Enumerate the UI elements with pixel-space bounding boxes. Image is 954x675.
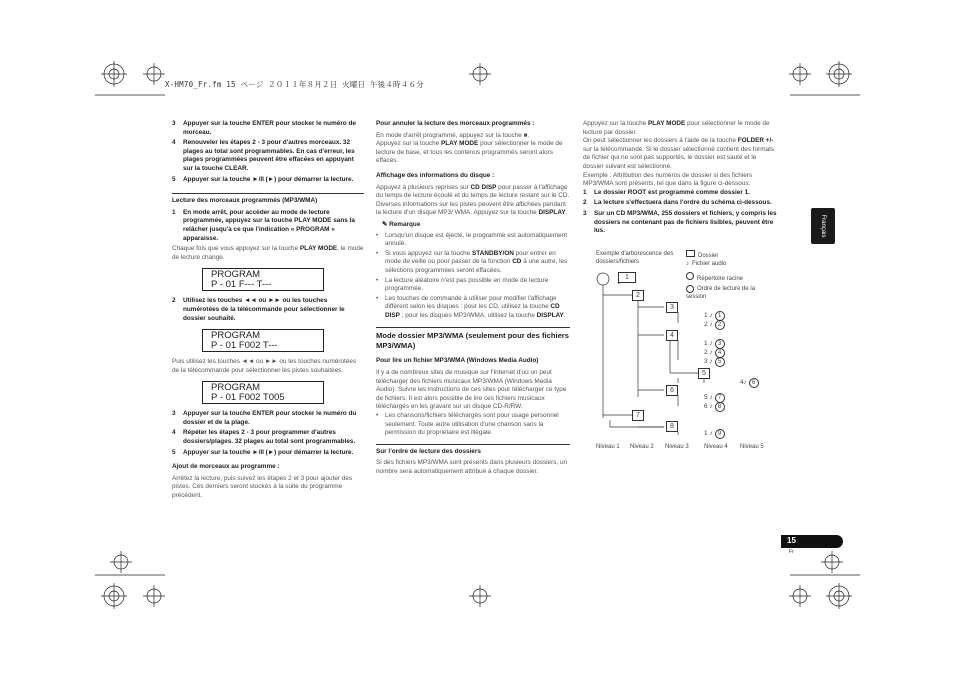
file-row: 5 ♪ 7	[704, 393, 725, 403]
note-item: • La lecture aléatoire n'est pas possible en mode de lecture programmée.	[376, 276, 549, 293]
folder-box: 7	[632, 410, 644, 421]
section-heading: Sur l'ordre de lecture des dossiers	[376, 444, 570, 457]
body-text: Si des fichiers MP3/WMA sont présents dans plusieurs dossiers, un nombre sera automatiquement attribué à chaque dossier.	[376, 459, 568, 475]
folder-box: 8	[666, 421, 678, 432]
file-row: 1 ♪ 1	[704, 311, 725, 321]
legend-order: Ordre de lecture de la session	[686, 286, 756, 300]
note-item: • Lorsqu'un disque est éjecté, le programme est automatiquement annulé.	[376, 231, 568, 248]
file-row: 2 ♪ 2	[704, 320, 725, 330]
file-row: 1 ♪ 9	[704, 429, 725, 439]
step-3: 3 Appuyer sur la touche ENTER pour stocker le numéro de morceau.	[172, 120, 356, 136]
step-1: 1 Le dossier ROOT est programmé comme dossier 1.	[583, 188, 750, 196]
step-2: 2 Utilisez les touches ◄◄ ou ►► ou les touches numérotées de la télécommande pour sélectionner le dossier souhaité.	[172, 297, 345, 322]
body-text: Arrêtez la lecture, puis suivez les étapes 2 et 3 pour ajouter des pistes. Ces derniers seront stockés à la suite du programme précédent.	[172, 474, 353, 500]
level-label: Niveau 5	[740, 444, 764, 450]
section-heading: Ajout de morceaux au programme :	[172, 463, 280, 471]
folder-tree-diagram	[594, 250, 776, 460]
step-4: 4 Répéter les étapes 2 - 3 pour programmer d'autres dossiers/plages. 32 plages au total sont programmables.	[172, 429, 356, 446]
section-heading: Affichage des informations du disque :	[376, 171, 495, 179]
level-label: Niveau 1	[596, 444, 620, 450]
step-5: 5 Appuyer sur la touche ►/II (►) pour démarrer la lecture.	[172, 175, 354, 183]
level-label: Niveau 3	[665, 444, 689, 450]
body-text: Appuyez sur la touche PLAY MODE pour sélectionner le mode de lecture de base, et tous les contenus programmés seront alors effacés.	[376, 140, 563, 165]
note-heading: ✎ Remarque	[382, 220, 421, 228]
step-5: 5 Appuyer sur la touche ►/II (►) pour démarrer la lecture.	[172, 448, 354, 456]
folder-box: 4	[666, 330, 678, 341]
step-1: 1 En mode arrêt, pour accéder au mode de lecture programmée, appuyez sur la touche PLAY MODE sans la relâcher jusqu'à ce que l'indication « PROGRAM » apparaisse.	[172, 208, 355, 242]
body-text: Appuyez sur la touche PLAY MODE pour sélectionner le mode de lecture par dossier.	[583, 120, 770, 136]
body-text: Chaque fois que vous appuyez sur la touche PLAY MODE, le mode de lecture change.	[172, 245, 364, 261]
folder-box: 5	[698, 368, 710, 379]
file-row: 1 ♪ 3	[704, 339, 725, 349]
legend-folder: Dossier	[686, 250, 718, 259]
lcd-display: PROGRAM P - 01 F002 T---	[202, 329, 324, 352]
note-item: • Les chansons/fichiers téléchargés sont pour usage personnel seulement. Toute autre utilisation d'une chanson sans la permission du propriétaire est illégale.	[376, 412, 559, 437]
level-label: Niveau 2	[630, 444, 654, 450]
note-item: • Les touches de commande à utiliser pour modifier l'affichage diffèrent selon les disques : pour les CD, utilisez la touche CD DISP ; pour les disques MP3/WMA, utilisez la touche DISPLAY.	[376, 294, 566, 319]
body-text: On peut sélectionner les dossiers à l'aide de la touche FOLDER +/- sur la télécommande. Si le dossier sélectionné contient des formats de fichier qui ne sont pas supportés, le dossier est sauté et le dossier suivant est sélectionné.	[583, 137, 775, 170]
body-text: Appuyez à plusieurs reprises sur CD DISP pour passer à l'affichage du temps de lecture écoulé et du temps de lecture restant sur le CD.	[376, 183, 570, 200]
legend-root: Répertoire racine	[686, 272, 743, 282]
folder-box: 1	[618, 272, 636, 283]
legend-audio: ♪ Fichier audio	[686, 261, 727, 267]
body-text: Puis utilisez les touches ◄◄ ou ►► ou les touches numérotées de la télécommande pour sélectionner les pistes souhaitées.	[172, 358, 357, 374]
step-2: 2 La lecture s'effectuera dans l'ordre du schéma ci-dessous.	[583, 199, 772, 207]
body-text: En mode d'arrêt programmé, appuyez sur la touche ■.	[376, 131, 530, 139]
section-heading: Pour annuler la lecture des morceaux programmés :	[376, 120, 535, 127]
language-code: Fr	[789, 549, 794, 555]
note-item: • Si vous appuyez sur la touche STANDBY/ON pour entrer en mode de veille ou pour passer de la fonction CD à une autre, les sélections programmées seront effacées.	[376, 249, 568, 274]
file-header: X-HM70_Fr.fm 15 ページ ２０１１年８月２日 火曜日 午後４時４６分	[165, 80, 424, 89]
body-text: Exemple : Attribution des numéros de dossier si des fichiers MP3/WMA sont présents, tel que dans la figure ci-dessous.	[583, 171, 753, 188]
step-3: 3 Appuyer sur la touche ENTER pour stocker le numéro du dossier et de la plage.	[172, 410, 357, 426]
pencil-icon: ✎	[382, 220, 390, 228]
section-heading: Pour lire un fichier MP3/WMA (Windows Media Audio)	[376, 357, 539, 365]
file-row: 6 ♪ 8	[704, 402, 725, 412]
folder-box: 6	[666, 385, 678, 396]
lcd-display: PROGRAM P - 01 F--- T---	[202, 268, 324, 291]
folder-box: 3	[666, 302, 678, 313]
column-1	[172, 120, 364, 501]
body-text: Diverses informations sur les pistes peuvent être affichées pendant la lecture d'un disque MP3/ WMA. Appuyez sur la touche DISPLAY.	[376, 200, 568, 217]
language-tab: Français	[811, 208, 835, 244]
section-heading: Lecture des morceaux programmés (MP3/WMA)	[172, 193, 364, 206]
folder-box: 2	[632, 290, 644, 301]
section-heading: Mode dossier MP3/WMA (seulement pour des fichiers MP3/WMA)	[376, 327, 570, 351]
diagram-title: Exemple d'arborescence des dossiers/fichiers	[596, 251, 674, 265]
level-label: Niveau 4	[704, 444, 728, 450]
step-3: 3 Sur un CD MP3/WMA, 255 dossiers et fichiers, y compris les dossiers ne contenant pas de fichiers lisibles, peuvent être lus.	[583, 209, 777, 235]
file-row: 4♪ 6	[740, 378, 759, 388]
body-text: Il y a de nombreux sites de musique sur l'Internet d'où on peut télécharger des fichiers musicaux MP3/WMA (Windows Media Audio). Suivre les instructions de ces sites pour télécharger ce type de fichiers. Il est alors possible de lire ces fichiers musicaux téléchargés en les gravant sur un disque CD-R/RW.	[376, 369, 567, 411]
file-row: 3 ♪ 5	[704, 357, 725, 367]
music-note-icon: ♪	[686, 261, 689, 267]
file-row: 2 ♪ 4	[704, 348, 725, 358]
column-3	[583, 120, 777, 238]
lcd-display: PROGRAM P - 01 F002 T005	[202, 381, 324, 404]
page-number: 15	[781, 535, 843, 548]
step-4: 4 Renouveler les étapes 2 - 3 pour d'autres morceaux. 32 plages au total sont programmables. En cas d'erreur, les plages programmées peuvent être effacées en appuyant sur la touche CLEAR.	[172, 139, 355, 172]
column-2	[376, 120, 570, 477]
